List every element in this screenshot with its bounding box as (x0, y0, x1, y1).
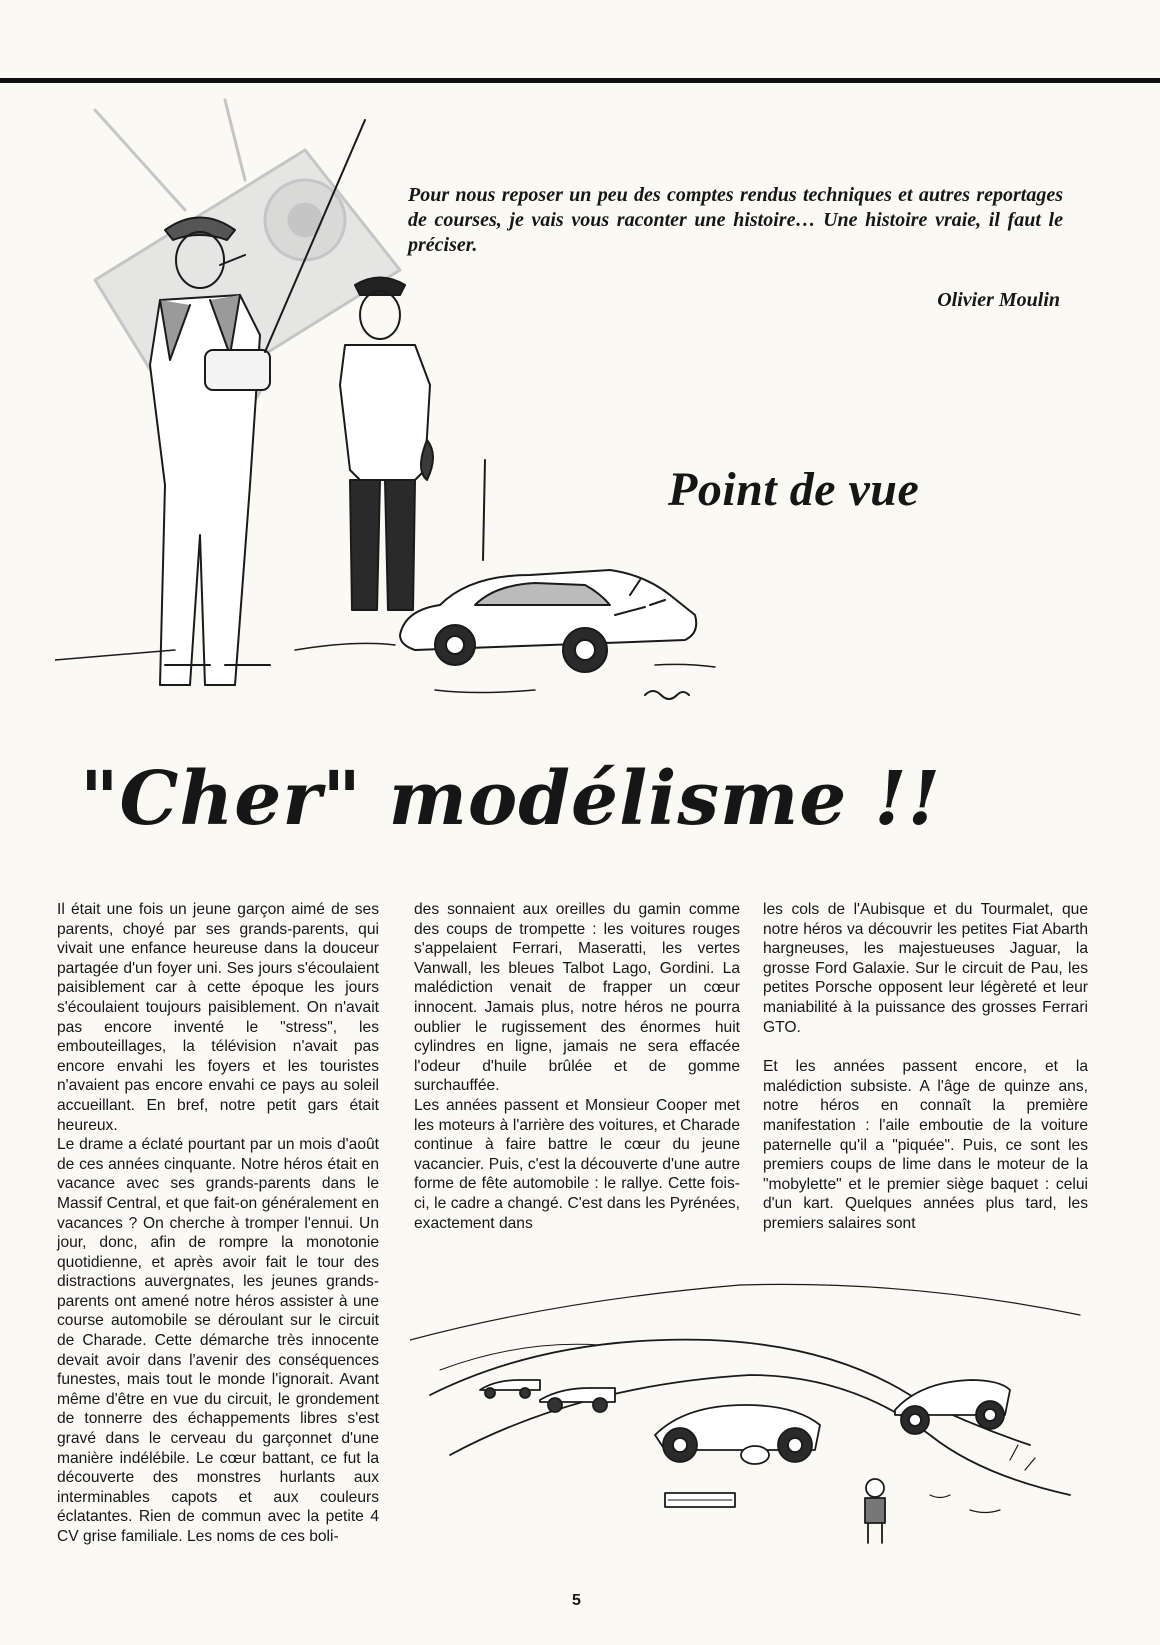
text-column-3 (763, 900, 1088, 1234)
paragraph: Les années passent et Monsieur Cooper met les moteurs à l'arrière des voitures, et Charade continue à faire battre le cœur du jeune vacancier. Puis, c'est la découverte d'une autre forme de fête automobile : le rallye. Cette fois-ci, le cadre a changé. C'est dans les Pyrénées, exactement dans (414, 1096, 740, 1232)
race-car-small-2 (540, 1388, 615, 1412)
rc-car (400, 460, 696, 672)
race-car-large-2 (895, 1380, 1010, 1434)
artist-signature-mark (645, 691, 689, 699)
article-headline: "Cher" modélisme !! (80, 756, 942, 842)
text-column-2 (414, 900, 740, 1233)
section-kicker: Point de vue (668, 463, 920, 516)
race-car-small-1 (480, 1380, 540, 1398)
paragraph: Et les années passent encore, et la malédiction subsiste. A l'âge de quinze ans, notre héros en connaît la première manifestation : l'aile emboutie de la voiture paternelle qu'il a "piquée". Puis, ce sont les premiers coups de lime dans le moteur de la "mobylette" et le premier siège baquet : celui d'un kart. Quelques années plus tard, les premiers salaires sont (763, 1058, 1088, 1232)
page-number: 5 (572, 1592, 581, 1609)
paragraph: Le drame a éclaté pourtant par un mois d'août de ces années cinquante. Notre héros était en vacance avec ses grands-parents dans le Massif Central, et que fait-on généralement en vacances ? On cherche à tromper l'ennui. Un jour, donc, afin de rompre la monotonie quotidienne, et après avoir fait le tour des distractions auvergnates, les jeunes grands-parents ont amené notre héros assister à une course automobile se déroulant sur le circuit de Charade. Cette démarche très innocente devait avoir dans l'avenir des conséquences funestes, mais tout le monde l'ignorait. Avant même d'être en vue du circuit, le grondement de tonnerre des échappements libres s'est gravé dans le cerveau du garçonnet d'une manière indélébile. Le cœur battant, ce fut la découverte des monstres hurlants aux interminables capots et aux couleurs éclatantes. Rien de commun avec la petite 4 CV grise familiale. Les noms de ces boli- (57, 1136, 379, 1545)
paragraph: Il était une fois un jeune garçon aimé de ses parents, choyé par ses grands-parents, qui vivait une enfance heureuse dans la douceur partagée d'un foyer uni. Ses jours s'écoulaient paisiblement car à cette époque les jours s'écoulaient toujours paisiblement. On n'avait pas encore inventé le "stress", les embouteillages, la télévision n'avait pas encore envahi les foyers et les touristes n'avaient pas encore envahi ce pays au soleil accueillant. En bref, notre petit gars était heureux. (57, 901, 379, 1134)
race-car-large-1 (655, 1405, 820, 1464)
paragraph: les cols de l'Aubisque et du Tourmalet, que notre héros va découvrir les petites Fiat Abarth hargneuses, les majestueuses Jaguar, la grosse Ford Galaxie. Sur le circuit de Pau, les petites Porsche opposent leur légèreté et leur maniabilité à la puissance des grosses Ferrari GTO. (763, 901, 1088, 1036)
chauffeur (340, 278, 433, 611)
top-rule (0, 78, 1160, 83)
paragraph: des sonnaient aux oreilles du gamin comme des coups de trompette : les voitures rouges s'appelaient Ferrari, Maseratti, les vertes Vanwall, les bleues Talbot Lago, Gordini. La malédiction venait de frapper un cœur innocent. Jamais plus, notre héros ne pourra oublier le rugissement des énormes huit cylindres en ligne, jamais ne sera effacée l'odeur d'huile brûlée et de gomme surchauffée. (414, 901, 740, 1095)
intro-paragraph: Pour nous reposer un peu des comptes rendus techniques et autres reportages de courses, je vais vous raconter une histoire… Une histoire vraie, il faut le préciser. (408, 184, 1063, 256)
author-byline: Olivier Moulin (937, 289, 1060, 311)
text-column-1 (57, 900, 379, 1547)
race-track-illustration (410, 1255, 1090, 1565)
spectator-boy (865, 1479, 885, 1543)
